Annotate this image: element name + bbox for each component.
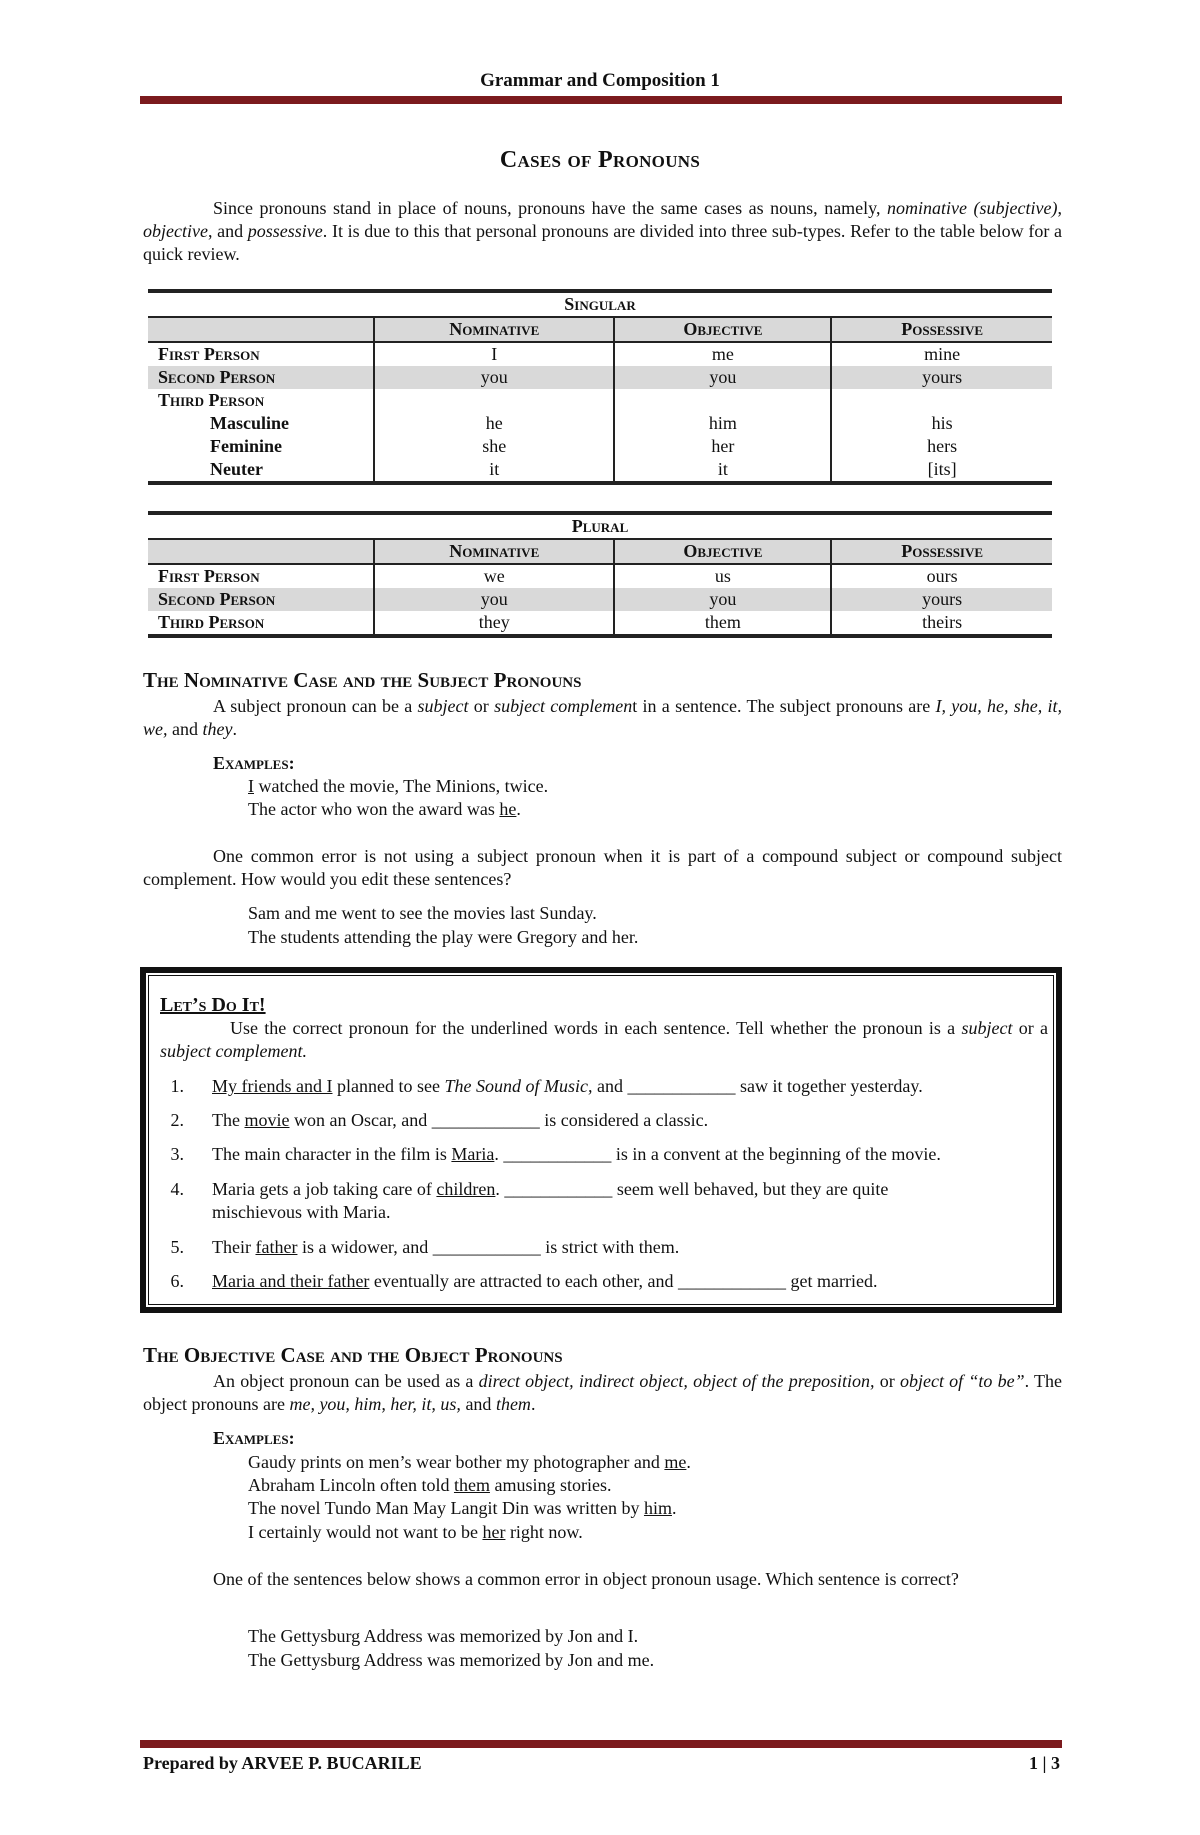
plural-header-possessive: Possessive [831,539,1052,564]
instruction-text: Use the correct pronoun for the underlined words in each sentence. Tell whether the pronoun is a [230,1018,962,1038]
def-term: subject [417,696,469,716]
cell: his [831,412,1052,435]
example-text: The novel Tundo Man May Langit Din was written by [248,1498,644,1518]
cell: yours [831,366,1052,389]
cell [614,389,831,412]
underlined-word: me [664,1452,687,1472]
example-text: . [516,799,521,819]
item-text: seem well behaved, but they are quite [612,1179,889,1199]
footer-rule [140,1740,1062,1748]
item-text: eventually are attracted to each other, and [369,1271,679,1291]
item-text: is in a convent at the beginning of the movie. [611,1144,941,1164]
cell [374,389,614,412]
footer-page-number: 1 | 3 [1029,1753,1060,1773]
cell: me [614,342,831,366]
error-text: One of the sentences below shows a common error in object pronoun usage. Which sentence is correct? [213,1569,959,1589]
intro-term-subjective: (subjective) [973,198,1058,218]
example-text: watched the movie, The Minions, twice. [254,776,549,796]
activity-title [160,994,266,1017]
underlined-word: father [255,1237,298,1257]
answer-blank[interactable]: ____________ [431,1110,540,1130]
item-text: planned to see [332,1076,445,1096]
objective-choice-1: The Gettysburg Address was memorized by Jon and I. [248,1626,639,1646]
def-text: . [530,1394,536,1414]
plural-row-second [148,588,1052,611]
intro-sep-1: , [1057,198,1062,218]
cell: he [374,412,614,435]
cell: you [374,366,614,389]
cell: you [614,366,831,389]
item-body [212,1178,1048,1224]
singular-header-objective: Objective [614,317,831,342]
nominative-definition [143,695,1062,741]
plural-table [148,511,1052,638]
def-term: me, you, him, her, it, us, [289,1394,461,1414]
singular-row-third [148,389,1052,412]
cell: it [374,458,614,483]
row-label: Feminine [210,436,282,456]
cell: it [614,458,831,483]
item-number: 5. [170,1237,184,1257]
instruction-term: subject [961,1018,1013,1038]
example-text: . [686,1452,691,1472]
underlined-word: children [436,1179,496,1199]
item-text: saw it together yesterday. [735,1076,923,1096]
cell: theirs [831,611,1052,636]
footer-author: Prepared by ARVEE P. BUCARILE [143,1753,422,1773]
cell: mine [831,342,1052,366]
plural-header-objective: Objective [614,539,831,564]
activity-item-3 [160,1143,1048,1166]
intro-sep-2: , and [207,221,248,241]
cell: we [374,564,614,588]
item-text: is a widower, and [297,1237,433,1257]
activity-box [140,967,1062,1313]
item-text: . [495,1179,505,1199]
underlined-word: her [482,1522,506,1542]
nominative-example-2 [248,798,521,821]
cell: yours [831,588,1052,611]
def-text: and [167,719,203,739]
activity-title-text: Let’s Do It! [160,994,266,1016]
instruction-term: subject complement. [160,1041,307,1061]
def-text: . The object pronouns are [143,1371,1062,1414]
item-text: won an Oscar, and [289,1110,432,1130]
row-label: Second Person [148,366,374,389]
example-text: The actor who won the award was [248,799,500,819]
def-text: . [232,719,237,739]
cell: him [614,412,831,435]
header-title: Grammar and Composition 1 [480,70,720,91]
cell: us [614,564,831,588]
example-text: amusing stories. [489,1475,612,1495]
singular-row-neuter [148,458,1052,483]
row-label: First Person [158,566,260,586]
singular-table [148,289,1052,485]
singular-row-masculine [148,412,1052,435]
objective-example-3 [248,1497,676,1520]
cell: you [614,588,831,611]
def-term: I, you, he, she, it, we, [143,696,1062,739]
underlined-word: Maria [451,1144,495,1164]
example-text: I certainly would not want to be [248,1522,483,1542]
nominative-heading: The Nominative Case and the Subject Pronouns [143,668,582,692]
def-text: An object pronoun can be used as a [213,1371,479,1391]
objective-example-2 [248,1474,611,1497]
def-term: them [495,1394,531,1414]
activity-item-4 [160,1178,1048,1224]
activity-item-5 [160,1236,1048,1259]
cell: [its] [831,458,1052,483]
plural-header-blank [148,539,374,564]
underlined-word: he [499,799,517,819]
nominative-examples-label: Examples: [213,753,295,773]
objective-error-paragraph [143,1568,1062,1591]
nominative-error-paragraph [143,845,1062,891]
instruction-text: or a [1012,1018,1048,1038]
row-label: Masculine [210,413,289,433]
underlined-word: My friends and I [212,1076,333,1096]
intro-text-2: . It is due to this that personal pronouns are divided into three sub-types. Refer to the table below for a quick review. [143,221,1062,264]
singular-row-second [148,366,1052,389]
intro-term-possessive: possessive [247,221,323,241]
example-text: right now. [505,1522,583,1542]
row-label: Third Person [148,611,374,636]
item-text: get married. [786,1271,878,1291]
plural-header-nominative: Nominative [374,539,614,564]
item-text: Their [212,1237,256,1257]
answer-blank[interactable]: ____________ [627,1076,736,1096]
item-text: is considered a classic. [539,1110,709,1130]
nominative-edit-sentence-1: Sam and me went to see the movies last Sunday. [248,903,597,923]
singular-row-feminine [148,435,1052,458]
example-text: . [671,1498,677,1518]
cell: she [374,435,614,458]
activity-item-6 [160,1270,1048,1293]
intro-term-objective: objective [143,221,208,241]
underlined-word: I [248,776,254,796]
example-text: Gaudy prints on men’s wear bother my photographer and [248,1452,665,1472]
answer-blank[interactable]: ____________ [432,1237,541,1257]
def-term: direct object, indirect object, object of the preposition, [478,1371,875,1391]
document-title: Cases of Pronouns [499,147,701,173]
cell: them [614,611,831,636]
item-text: mischievous with Maria. [212,1202,391,1222]
item-text: Maria gets a job taking care of [212,1179,437,1199]
underlined-word: them [453,1475,490,1495]
item-text: . [494,1144,504,1164]
activity-item-1 [160,1075,1048,1098]
item-text: is strict with them. [540,1237,680,1257]
def-term: they [202,719,233,739]
answer-blank[interactable]: ____________ [678,1271,787,1291]
item-text: The main character in the film is [212,1144,452,1164]
activity-instructions [160,1017,1048,1063]
intro-text-1: Since pronouns stand in place of nouns, pronouns have the same cases as nouns, namely, [213,198,888,218]
nominative-example-1 [248,775,548,798]
intro-paragraph [143,197,1062,266]
def-text: or [874,1371,900,1391]
plural-row-first [148,564,1052,588]
intro-term-nominative: nominative [887,198,968,218]
singular-header-blank [148,317,374,342]
cell: ours [831,564,1052,588]
singular-row-first [148,342,1052,366]
def-text: and [460,1394,496,1414]
item-number: 1. [170,1076,184,1096]
objective-examples-label: Examples: [213,1428,295,1448]
objective-example-4 [248,1521,583,1544]
example-text: Abraham Lincoln often told [248,1475,454,1495]
item-text: and [592,1076,628,1096]
row-label: First Person [158,344,260,364]
item-text: The [212,1110,245,1130]
header-rule [140,96,1062,104]
cell [831,389,1052,412]
singular-caption: Singular [148,291,1052,317]
objective-heading: The Objective Case and the Object Pronouns [143,1343,563,1367]
cell: you [374,588,614,611]
def-term: object of “to be” [899,1371,1025,1391]
singular-header-possessive: Possessive [831,317,1052,342]
row-label: Neuter [148,458,374,483]
nominative-edit-sentence-2: The students attending the play were Gregory and her. [248,927,639,947]
objective-definition [143,1370,1062,1416]
item-title: The Sound of Music, [444,1076,593,1096]
cell: I [374,342,614,366]
item-number: 6. [170,1271,184,1291]
activity-item-2 [160,1109,1048,1132]
answer-blank[interactable]: ____________ [504,1179,613,1199]
answer-blank[interactable]: ____________ [503,1144,612,1164]
def-term: subject complemen [494,696,633,716]
singular-header-nominative: Nominative [374,317,614,342]
plural-caption: Plural [148,513,1052,539]
item-number: 2. [170,1110,184,1130]
def-text: t in a sentence. The subject pronouns are [632,696,936,716]
objective-example-1 [248,1451,691,1474]
def-text: or [468,696,495,716]
underlined-word: movie [244,1110,290,1130]
def-text: A subject pronoun can be a [213,696,418,716]
error-text: One common error is not using a subject pronoun when it is part of a compound subject or compound subject complement. How would you edit these sentences? [143,846,1062,889]
plural-row-third [148,611,1052,636]
row-label: Second Person [148,588,374,611]
item-number: 3. [170,1144,184,1164]
cell: they [374,611,614,636]
cell: her [614,435,831,458]
item-number: 4. [170,1179,184,1199]
underlined-word: him [643,1498,672,1518]
cell: hers [831,435,1052,458]
row-label: Third Person [158,390,265,410]
underlined-word: Maria and their father [212,1271,370,1291]
objective-choice-2: The Gettysburg Address was memorized by Jon and me. [248,1650,655,1670]
